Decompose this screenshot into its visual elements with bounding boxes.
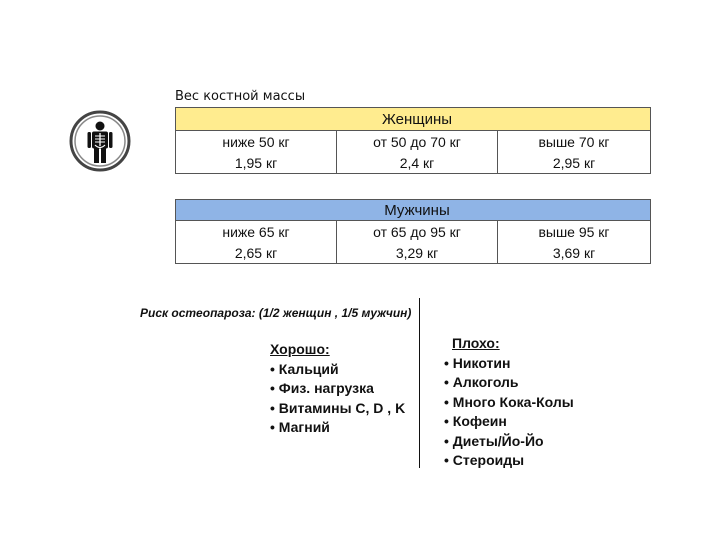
table-cell: 2,4 кг	[337, 152, 498, 174]
table-row	[176, 152, 651, 174]
table-cell: выше 95 кг	[498, 221, 651, 243]
table-cell: ниже 50 кг	[176, 131, 337, 153]
good-factors-list	[270, 340, 405, 438]
list-item: • Алкоголь	[444, 373, 574, 393]
table-row	[176, 221, 651, 243]
men-header: Мужчины	[337, 200, 498, 221]
table-cell: от 65 до 95 кг	[337, 221, 498, 243]
list-item: • Витамины C, D , K	[270, 399, 405, 419]
table-cell: 1,95 кг	[176, 152, 337, 174]
list-item: • Диеты/Йо-Йо	[444, 432, 574, 452]
page-title: Вес костной массы	[175, 89, 306, 104]
human-body-skeleton-icon	[69, 110, 131, 172]
table-row	[176, 242, 651, 264]
list-item: • Никотин	[444, 354, 574, 374]
table-cell: выше 70 кг	[498, 131, 651, 153]
table-cell: 2,95 кг	[498, 152, 651, 174]
women-header: Женщины	[337, 108, 498, 131]
table-header-row	[176, 200, 651, 221]
table-cell: 3,29 кг	[337, 242, 498, 264]
list-item: • Физ. нагрузка	[270, 379, 405, 399]
table-row	[176, 131, 651, 153]
osteoporosis-risk-text: Риск остеопароза: (1/2 женщин , 1/5 мужчин)	[140, 306, 412, 320]
women-bone-mass-table	[175, 107, 651, 174]
list-item: • Стероиды	[444, 451, 574, 471]
bad-factors-list	[444, 334, 574, 471]
table-cell: 3,69 кг	[498, 242, 651, 264]
men-bone-mass-table	[175, 199, 651, 264]
list-item: • Кофеин	[444, 412, 574, 432]
good-title: Хорошо:	[270, 341, 330, 357]
list-item: • Кальций	[270, 360, 405, 380]
bad-title: Плохо:	[452, 335, 500, 351]
column-divider	[419, 298, 420, 468]
list-item: • Магний	[270, 418, 405, 438]
table-cell: ниже 65 кг	[176, 221, 337, 243]
table-cell: 2,65 кг	[176, 242, 337, 264]
list-item: • Много Кока-Колы	[444, 393, 574, 413]
table-cell: от 50 до 70 кг	[337, 131, 498, 153]
table-header-row	[176, 108, 651, 131]
